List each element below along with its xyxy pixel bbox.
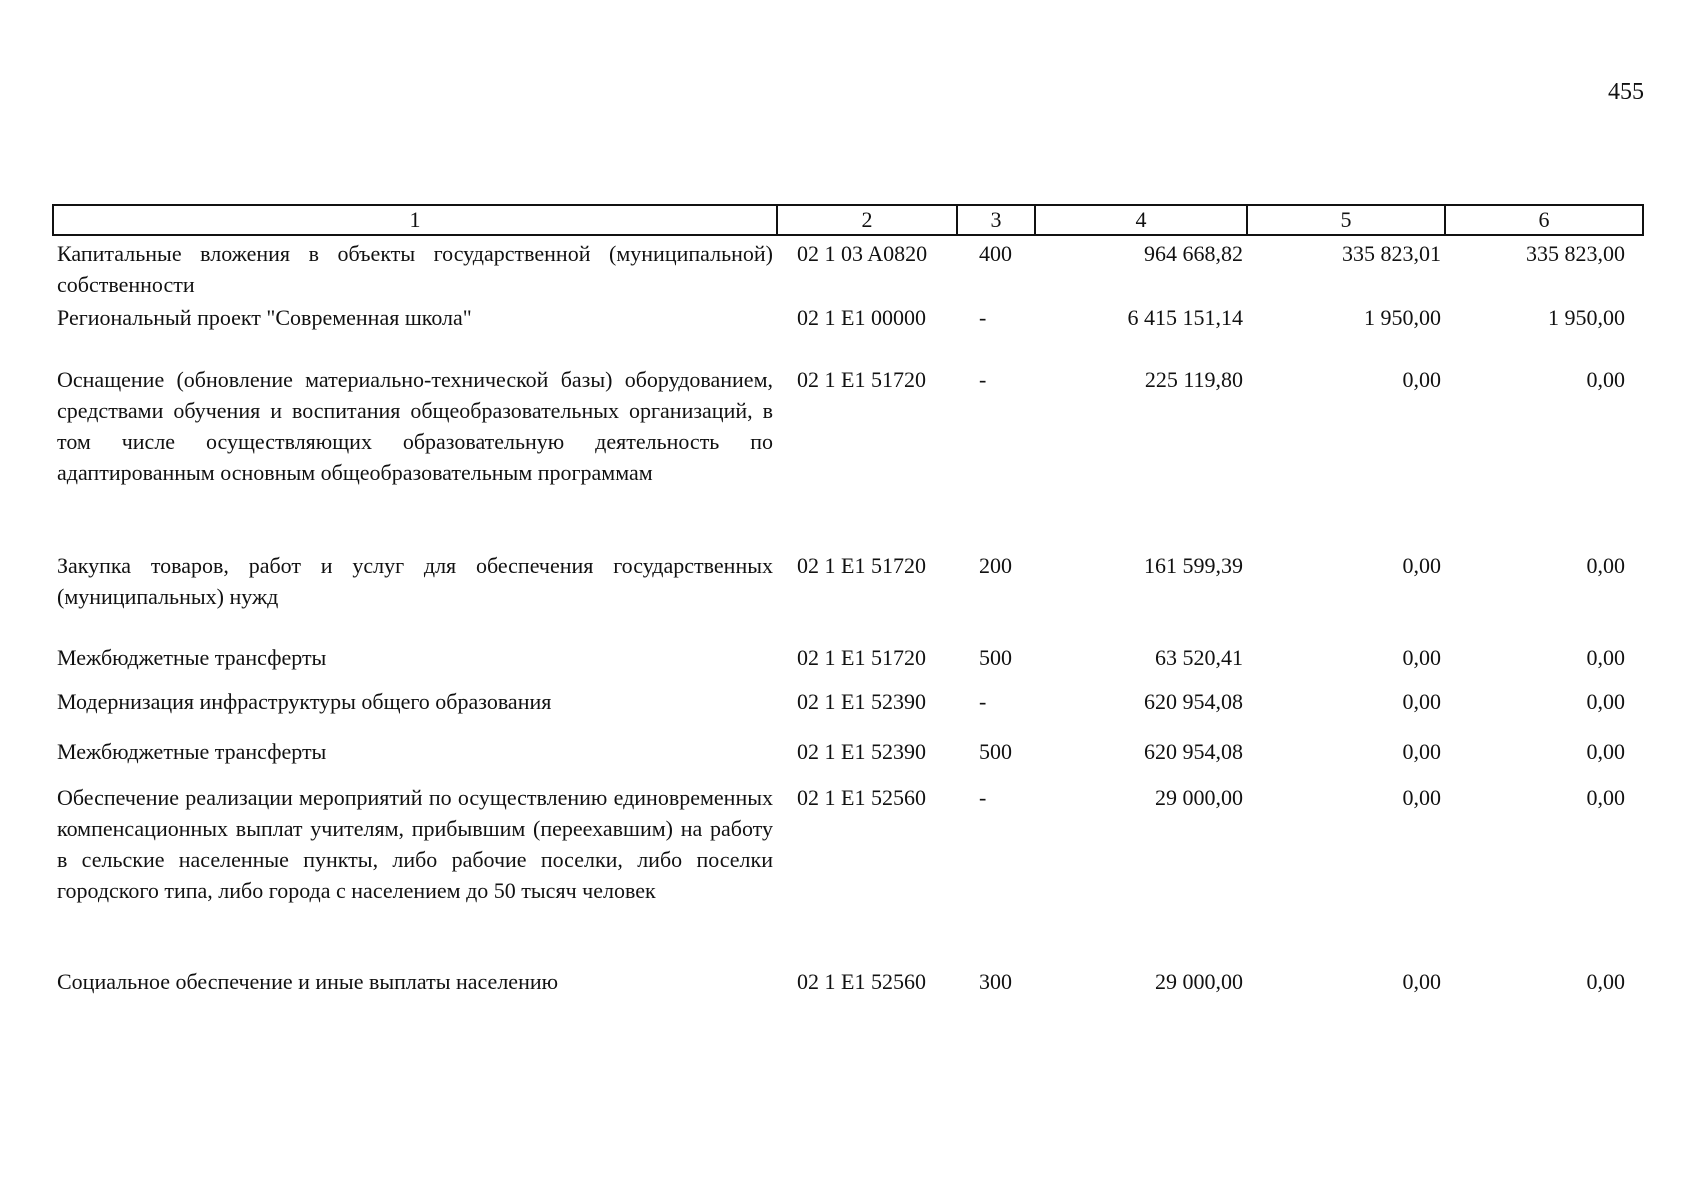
row-value-col4: 29 000,00 [1155, 969, 1243, 994]
row-value-col4: 29 000,00 [1155, 785, 1243, 810]
budget-table [52, 204, 1644, 1000]
table-row [53, 362, 1643, 548]
table-row [53, 548, 1643, 640]
row-code: 02 1 E1 51720 [797, 553, 926, 578]
row-name: Региональный проект "Современная школа" [57, 305, 472, 330]
row-expense-type: 400 [979, 241, 1012, 266]
row-value-col6: 0,00 [1586, 739, 1625, 764]
row-expense-type: - [979, 367, 987, 392]
row-value-col6: 0,00 [1586, 969, 1625, 994]
row-name: Модернизация инфраструктуры общего образования [57, 689, 552, 714]
row-name: Капитальные вложения в объекты государственной (муниципальной) собственности [57, 241, 773, 297]
table-row [53, 300, 1643, 362]
table-row [53, 734, 1643, 780]
row-code: 02 1 E1 52390 [797, 739, 926, 764]
row-name: Оснащение (обновление материально-технической базы) оборудованием, средствами обучения и воспитания общеобразовательных организаций, в том числе осуществляющих образовательную деятельность по адаптированным основным общеобразовательным программам [57, 367, 773, 485]
row-value-col5: 335 823,01 [1342, 241, 1441, 266]
row-value-col6: 0,00 [1586, 645, 1625, 670]
table-row [53, 235, 1643, 300]
row-name: Социальное обеспечение и иные выплаты населению [57, 969, 559, 994]
row-value-col5: 0,00 [1402, 645, 1441, 670]
row-value-col5: 0,00 [1402, 367, 1441, 392]
row-expense-type: 500 [979, 645, 1012, 670]
row-value-col5: 0,00 [1402, 689, 1441, 714]
row-value-col4: 964 668,82 [1144, 241, 1243, 266]
row-expense-type: - [979, 785, 987, 810]
column-header-3: 3 [957, 205, 1035, 235]
row-expense-type: 200 [979, 553, 1012, 578]
row-value-col4: 225 119,80 [1144, 367, 1243, 392]
row-value-col5: 0,00 [1402, 785, 1441, 810]
row-code: 02 1 E1 52560 [797, 969, 926, 994]
row-code: 02 1 E1 51720 [797, 367, 926, 392]
table-row [53, 684, 1643, 734]
row-value-col4: 620 954,08 [1144, 689, 1243, 714]
row-expense-type: - [979, 689, 987, 714]
row-value-col4: 63 520,41 [1155, 645, 1243, 670]
row-value-col5: 0,00 [1402, 739, 1441, 764]
column-header-6: 6 [1445, 205, 1643, 235]
row-value-col4: 6 415 151,14 [1127, 305, 1243, 330]
row-value-col6: 1 950,00 [1548, 305, 1625, 330]
row-code: 02 1 E1 52560 [797, 785, 926, 810]
row-expense-type: - [979, 305, 987, 330]
row-value-col6: 0,00 [1586, 785, 1625, 810]
row-expense-type: 300 [979, 969, 1012, 994]
row-value-col6: 335 823,00 [1526, 241, 1625, 266]
row-value-col5: 0,00 [1402, 969, 1441, 994]
row-value-col5: 1 950,00 [1364, 305, 1441, 330]
page-number: 455 [1608, 79, 1644, 105]
row-code: 02 1 E1 00000 [797, 305, 926, 330]
row-name: Обеспечение реализации мероприятий по осуществлению единовременных компенсационных выплат учителям, прибывшим (переехавшим) на работу в сельские населенные пункты, либо рабочие поселки, либо поселки городского типа, либо города с населением до 50 тысяч человек [57, 785, 773, 903]
row-value-col6: 0,00 [1586, 367, 1625, 392]
row-expense-type: 500 [979, 739, 1012, 764]
row-value-col6: 0,00 [1586, 689, 1625, 714]
row-name: Межбюджетные трансферты [57, 645, 327, 670]
table-header-row [53, 205, 1643, 235]
table-row [53, 780, 1643, 964]
table-row [53, 964, 1643, 1000]
column-header-1: 1 [53, 205, 777, 235]
row-value-col4: 620 954,08 [1144, 739, 1243, 764]
column-header-4: 4 [1035, 205, 1247, 235]
row-name: Межбюджетные трансферты [57, 739, 327, 764]
table-row [53, 640, 1643, 684]
row-value-col5: 0,00 [1402, 553, 1441, 578]
column-header-5: 5 [1247, 205, 1445, 235]
row-code: 02 1 E1 52390 [797, 689, 926, 714]
row-name: Закупка товаров, работ и услуг для обеспечения государственных (муниципальных) нужд [57, 553, 773, 609]
row-value-col4: 161 599,39 [1144, 553, 1243, 578]
row-code: 02 1 03 A0820 [797, 241, 928, 266]
row-code: 02 1 E1 51720 [797, 645, 926, 670]
row-value-col6: 0,00 [1586, 553, 1625, 578]
column-header-2: 2 [777, 205, 957, 235]
